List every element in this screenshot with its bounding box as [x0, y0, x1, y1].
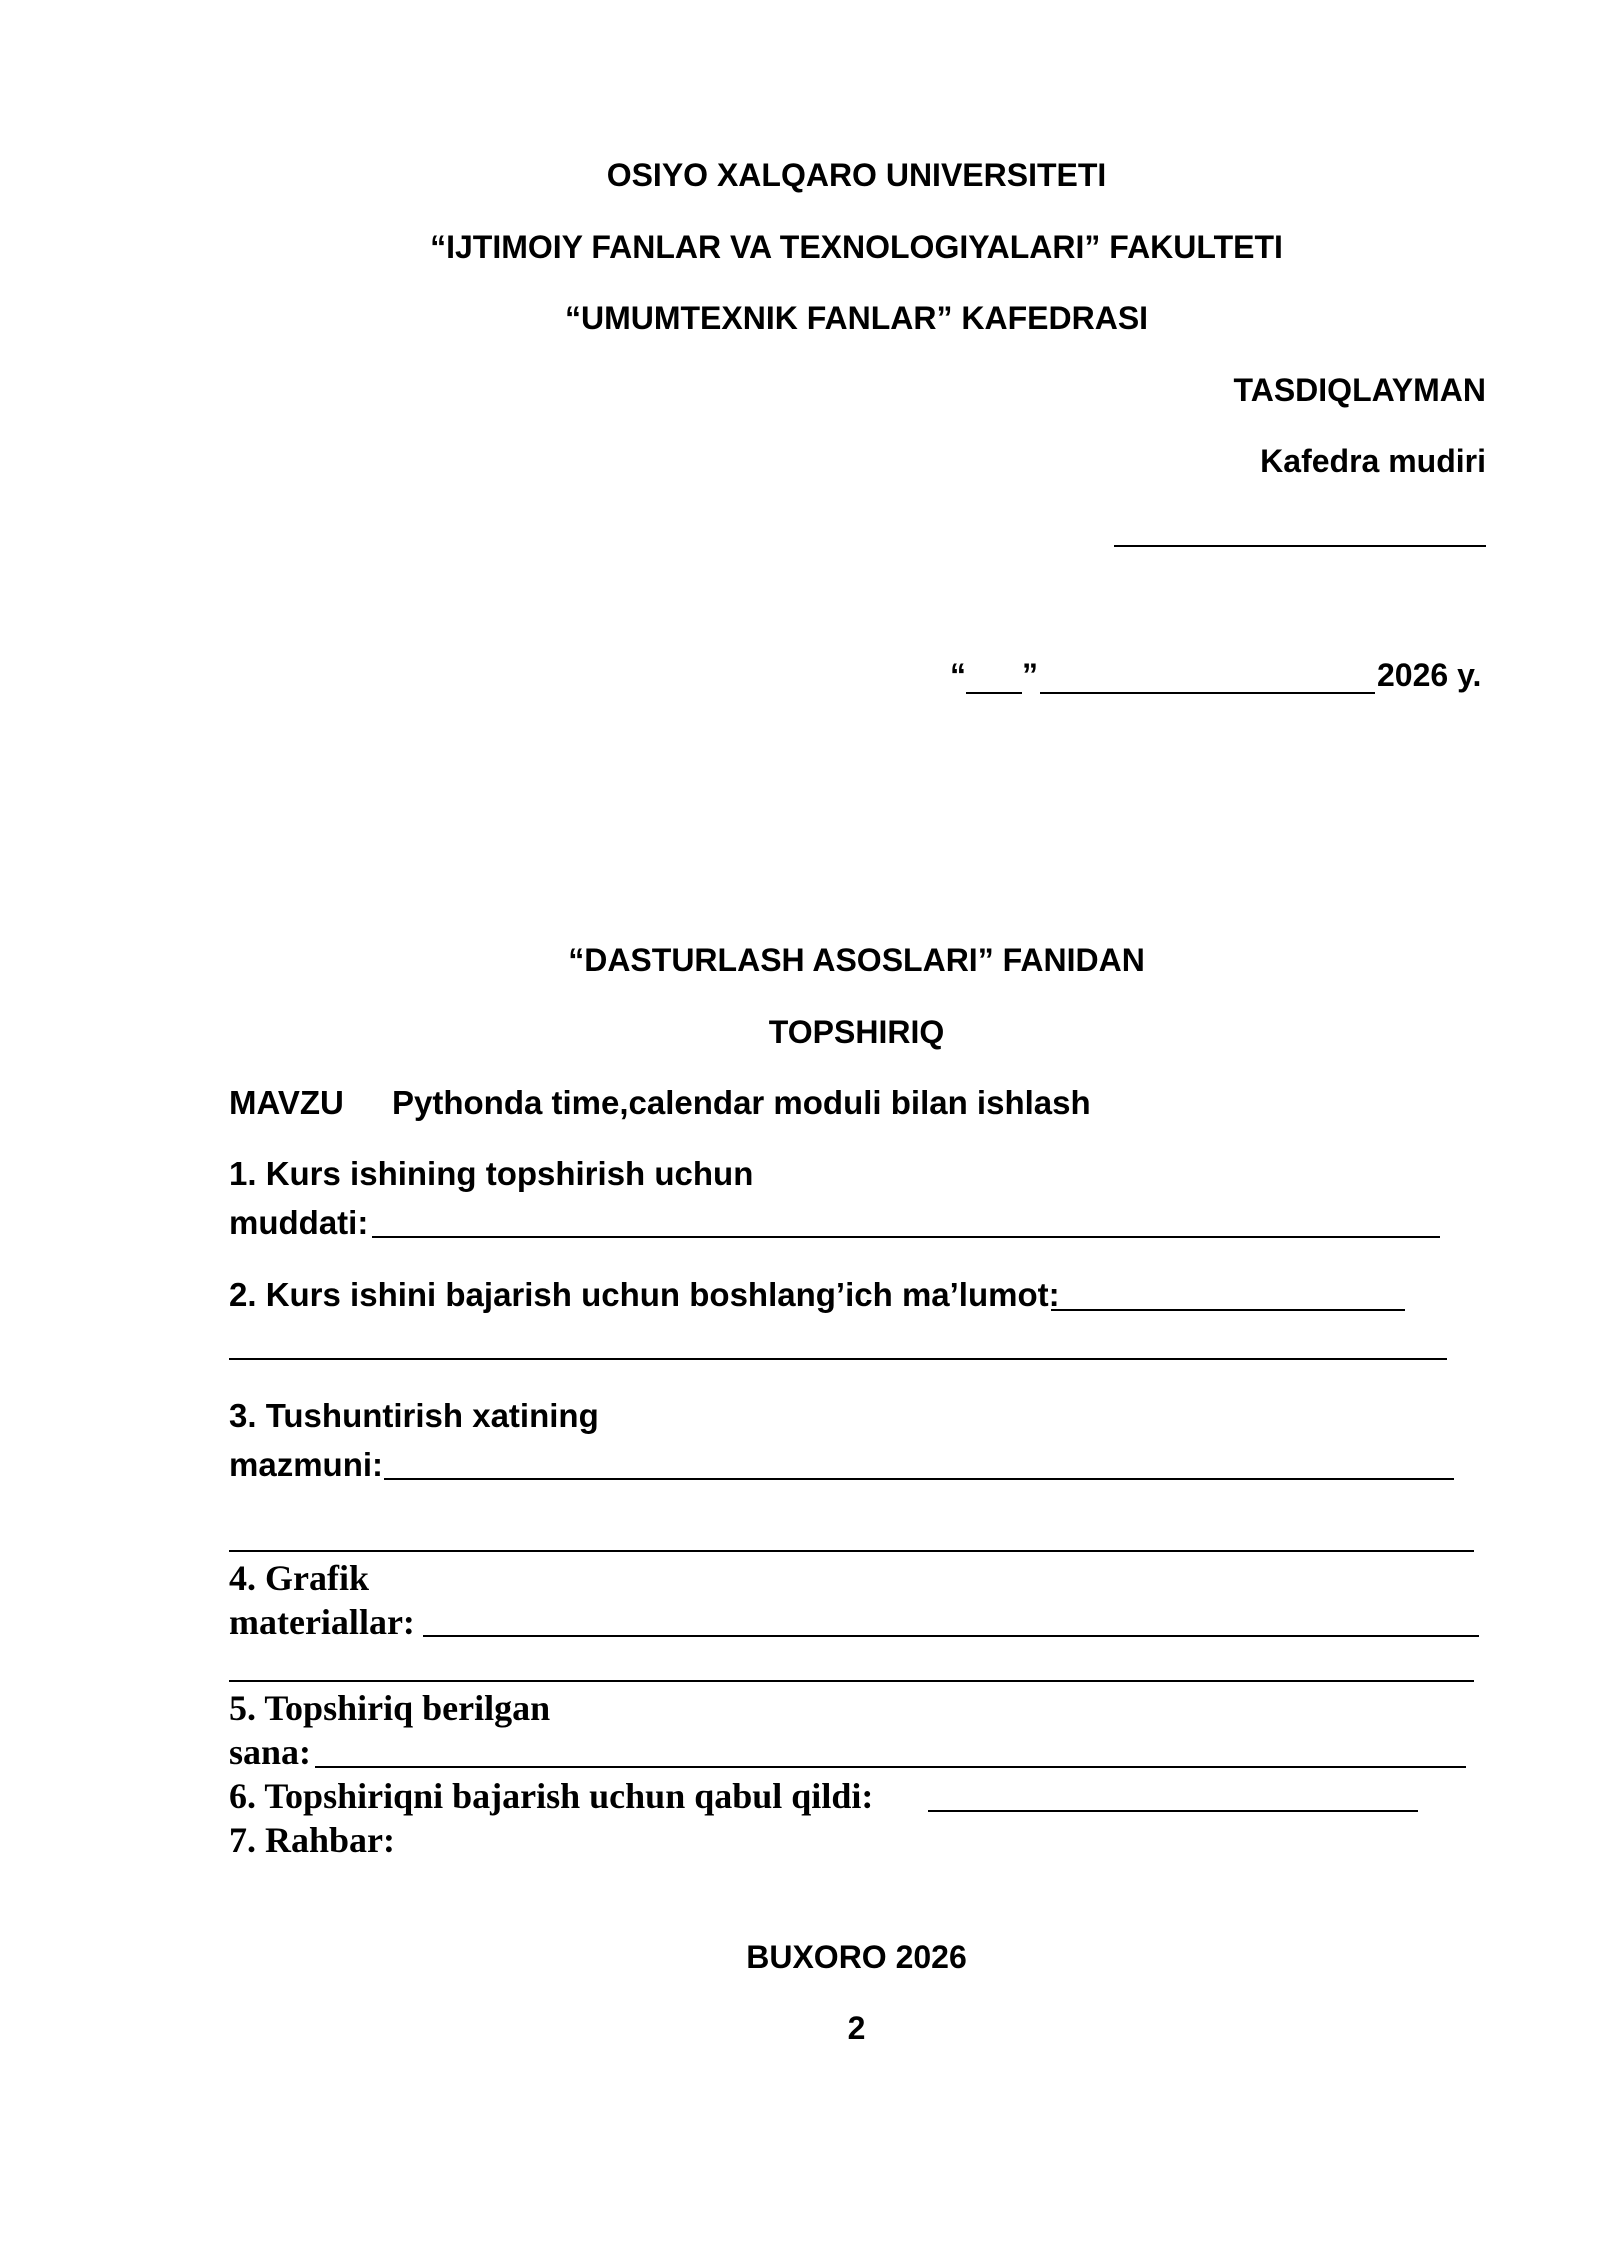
topic-text: Pythonda time,calendar moduli bilan ishlash: [392, 1084, 1091, 1121]
item-3-line-2: mazmuni:: [229, 1446, 384, 1483]
item-5-line-2: sana:: [229, 1732, 312, 1772]
page-number: 2: [847, 2010, 866, 2046]
item-6-text: 6. Topshiriqni bajarish uchun qabul qildi:: [229, 1776, 874, 1816]
item-3-blank-1: [384, 1478, 1454, 1480]
approval-year: 2026 y.: [1377, 657, 1482, 693]
item-4-blank-1: [423, 1635, 1479, 1637]
item-2-blank-1: [1051, 1309, 1405, 1311]
approval-position: Kafedra mudiri: [1260, 443, 1486, 479]
item-6-blank: [928, 1810, 1418, 1812]
item-1-line-2: muddati:: [229, 1204, 369, 1241]
item-5-line-1: 5. Topshiriq berilgan: [229, 1688, 551, 1728]
item-5-blank: [315, 1766, 1466, 1768]
item-1-blank: [372, 1236, 1440, 1238]
city-year: BUXORO 2026: [746, 1939, 967, 1975]
date-open-quote: “: [950, 657, 966, 693]
university-name: OSIYO XALQARO UNIVERSITETI: [606, 157, 1107, 193]
item-3-line-1: 3. Tushuntirish xatining: [229, 1397, 599, 1434]
item-4-blank-2: [229, 1680, 1474, 1682]
item-2-text: 2. Kurs ishini bajarish uchun boshlang’ich ma’lumot:: [229, 1276, 1060, 1313]
document-type: TOPSHIRIQ: [768, 1014, 945, 1050]
item-3-blank-2: [229, 1550, 1474, 1552]
date-close-quote: ”: [1022, 657, 1038, 693]
item-4-line-2: materiallar:: [229, 1602, 415, 1642]
item-7-text: 7. Rahbar:: [229, 1820, 396, 1860]
item-2-blank-2: [229, 1358, 1447, 1360]
topic-label: MAVZU: [229, 1084, 344, 1121]
month-blank: [1040, 692, 1375, 694]
item-4-line-1: 4. Grafik: [229, 1558, 369, 1598]
department-name: “UMUMTEXNIK FANLAR” KAFEDRASI: [564, 300, 1149, 336]
faculty-name: “IJTIMOIY FANLAR VA TEXNOLOGIYALARI” FAKULTETI: [430, 229, 1283, 265]
item-1-line-1: 1. Kurs ishining topshirish uchun: [229, 1155, 754, 1192]
course-title: “DASTURLASH ASOSLARI” FANIDAN: [568, 942, 1145, 978]
day-blank: [966, 692, 1022, 694]
signature-line: [1114, 545, 1486, 547]
approval-title: TASDIQLAYMAN: [1233, 372, 1486, 408]
